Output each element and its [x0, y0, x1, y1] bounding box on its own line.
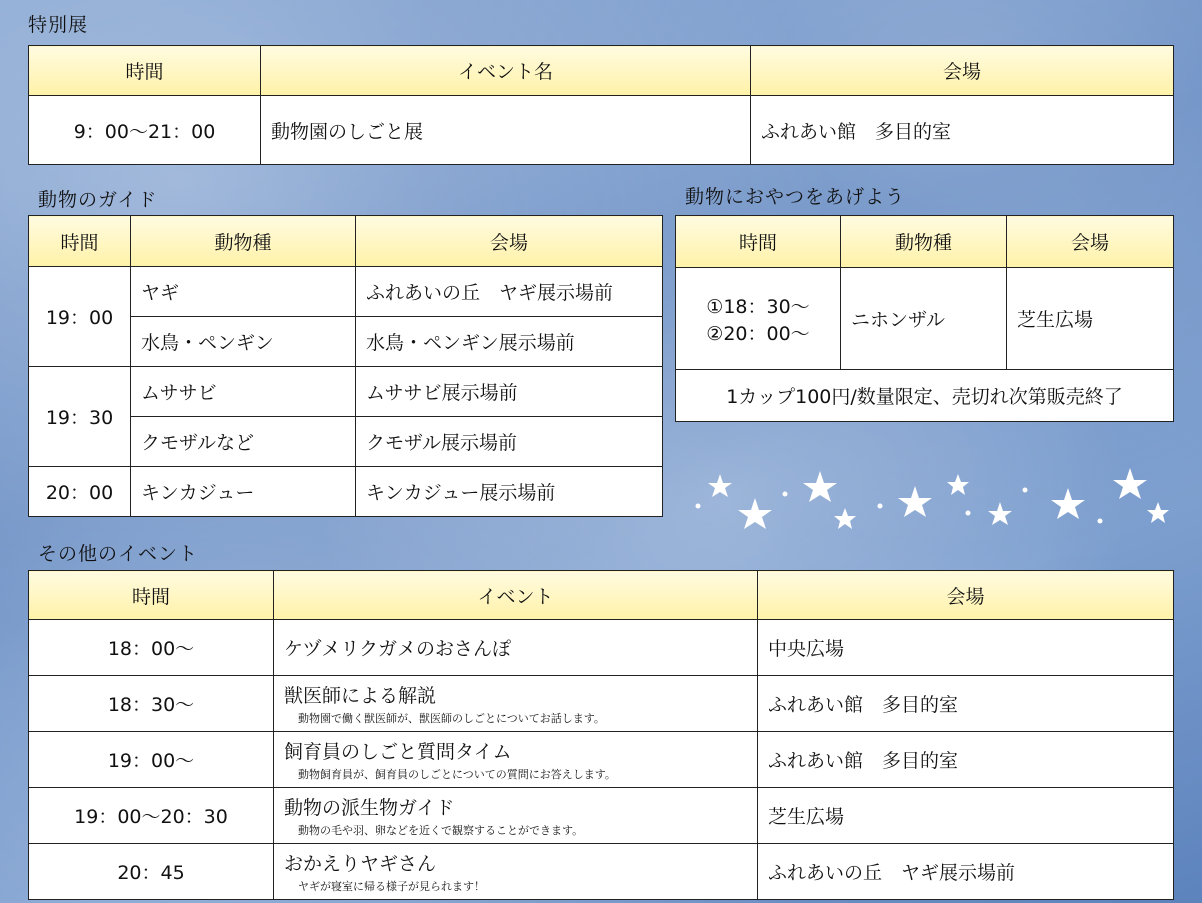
sparkle-icon	[1098, 519, 1103, 524]
guide-header-animal: 動物種	[131, 216, 356, 267]
star-icon	[708, 474, 732, 497]
guide-venue: クモザル展示場前	[356, 417, 663, 467]
guide-animal: ヤギ	[131, 267, 356, 317]
star-icon	[738, 498, 772, 529]
table-row	[676, 268, 1174, 370]
other-venue: ふれあい館 多目的室	[758, 732, 1174, 788]
other-title: その他のイベント	[38, 543, 199, 565]
table-row	[29, 676, 1174, 732]
star-icon	[898, 486, 932, 517]
other-event	[274, 788, 758, 844]
star-icon	[1147, 502, 1169, 523]
star-icon	[1113, 468, 1147, 499]
special-header-time: 時間	[29, 46, 261, 96]
star-icon	[1051, 488, 1085, 519]
snack-title: 動物におやつをあげよう	[685, 186, 906, 208]
other-event-desc: 動物園で働く獣医師が、獣医師のしごとについてお話します。	[298, 712, 605, 725]
star-icon	[834, 508, 856, 529]
snack-header-time: 時間	[676, 216, 841, 268]
sparkle-icon	[696, 504, 701, 509]
other-event	[274, 732, 758, 788]
other-venue: 芝生広場	[758, 788, 1174, 844]
guide-venue: キンカジュー展示場前	[356, 467, 663, 517]
snack-time	[676, 268, 841, 370]
table-row	[29, 732, 1174, 788]
snack-venue: 芝生広場	[1007, 268, 1174, 370]
special-time: 9：00〜21：00	[29, 96, 261, 165]
snack-time-2: ②20：00〜	[706, 322, 810, 345]
special-venue: ふれあい館 多目的室	[751, 96, 1174, 165]
star-icon	[947, 474, 969, 495]
guide-header-time: 時間	[29, 216, 131, 267]
guide-venue: 水鳥・ペンギン展示場前	[356, 317, 663, 367]
other-event	[274, 844, 758, 900]
star-icon	[803, 471, 837, 502]
guide-venue: ムササビ展示場前	[356, 367, 663, 417]
special-title: 特別展	[28, 14, 89, 36]
guide-time: 19：30	[29, 367, 131, 467]
special-header-venue: 会場	[751, 46, 1174, 96]
table-row	[29, 267, 663, 317]
other-event-name: おかえりヤギさん	[284, 853, 437, 875]
snack-header-animal: 動物種	[841, 216, 1007, 268]
other-header-event: イベント	[274, 571, 758, 620]
other-time: 19：00〜20：30	[29, 788, 274, 844]
guide-table	[28, 215, 663, 517]
stars-decoration	[690, 466, 1170, 536]
table-row	[29, 844, 1174, 900]
other-venue: 中央広場	[758, 620, 1174, 676]
snack-header-venue: 会場	[1007, 216, 1174, 268]
snack-time-1: ①18：30〜	[706, 295, 810, 318]
other-event-name: 獣医師による解説	[284, 685, 437, 707]
sparkle-icon	[966, 511, 971, 516]
guide-animal: ムササビ	[131, 367, 356, 417]
snack-note: 1カップ100円/数量限定、売切れ次第販売終了	[676, 370, 1174, 422]
other-event-desc: ヤギが寝室に帰る様子が見られます！	[298, 880, 485, 893]
other-venue: ふれあい館 多目的室	[758, 676, 1174, 732]
special-event: 動物園のしごと展	[261, 96, 751, 165]
guide-animal: 水鳥・ペンギン	[131, 317, 356, 367]
guide-time: 20：00	[29, 467, 131, 517]
sparkle-icon	[1023, 488, 1028, 493]
guide-venue: ふれあいの丘 ヤギ展示場前	[356, 267, 663, 317]
guide-title: 動物のガイド	[38, 189, 158, 211]
table-row	[29, 367, 663, 417]
snack-animal: ニホンザル	[841, 268, 1007, 370]
other-time: 20：45	[29, 844, 274, 900]
other-table	[28, 570, 1174, 900]
other-venue: ふれあいの丘 ヤギ展示場前	[758, 844, 1174, 900]
guide-header-venue: 会場	[356, 216, 663, 267]
other-header-time: 時間	[29, 571, 274, 620]
special-table	[28, 45, 1174, 165]
other-event	[274, 676, 758, 732]
other-event-name: 動物の派生物ガイド	[284, 797, 455, 819]
table-row	[29, 788, 1174, 844]
sparkle-icon	[783, 492, 788, 497]
snack-table	[675, 215, 1174, 422]
other-time: 18：30〜	[29, 676, 274, 732]
other-header-venue: 会場	[758, 571, 1174, 620]
table-row	[29, 467, 663, 517]
other-event-desc: 動物の毛や羽、卵などを近くで観察することができます。	[298, 824, 584, 837]
guide-animal: クモザルなど	[131, 417, 356, 467]
star-icon	[988, 502, 1012, 525]
special-header-event: イベント名	[261, 46, 751, 96]
guide-time: 19：00	[29, 267, 131, 367]
other-event-name: 飼育員のしごと質問タイム	[284, 741, 512, 763]
other-time: 19：00〜	[29, 732, 274, 788]
other-event-desc: 動物飼育員が、飼育員のしごとについての質問にお答えします。	[298, 768, 616, 781]
other-event	[274, 620, 758, 676]
other-time: 18：00〜	[29, 620, 274, 676]
guide-animal: キンカジュー	[131, 467, 356, 517]
table-row	[29, 620, 1174, 676]
sparkle-icon	[878, 504, 883, 509]
other-event-name: ケヅメリクガメのおさんぽ	[284, 638, 512, 660]
